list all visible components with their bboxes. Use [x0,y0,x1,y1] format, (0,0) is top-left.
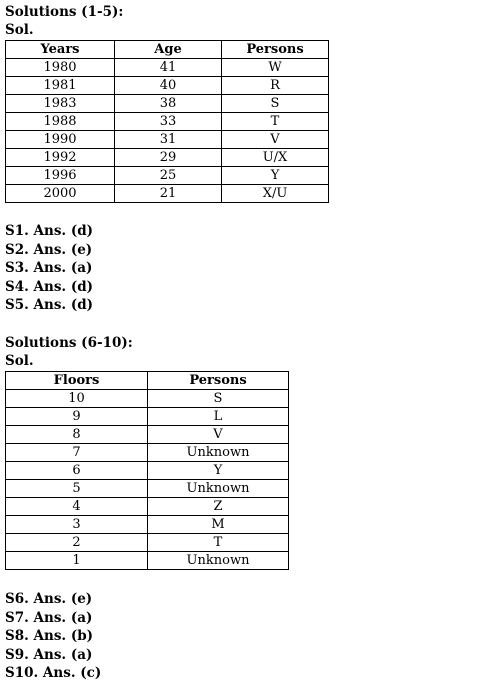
column-header-persons: Persons [222,41,329,59]
floors-persons-table [5,371,289,570]
cell-person: S [148,390,289,408]
cell-age: 31 [115,131,222,149]
cell-person: Unknown [148,444,289,462]
answer-s7: S7. Ans. (a) [5,609,93,626]
answer-s8: S8. Ans. (b) [5,628,94,644]
cell-person: Unknown [148,552,289,570]
answer-s10: S10. Ans. (c) [5,665,102,681]
table-row [6,534,289,552]
cell-floor: 3 [6,516,148,534]
table-row [6,390,289,408]
answer-s4: S4. Ans. (d) [5,278,94,295]
table-row [6,516,289,534]
table-row [6,444,289,462]
cell-floor: 2 [6,534,148,552]
section-1-answers [5,222,93,315]
section-1-sol-label: Sol. [5,22,34,38]
table-row [6,149,329,167]
cell-age: 25 [115,167,222,185]
cell-year: 1996 [6,167,115,185]
cell-person: T [222,113,329,131]
cell-person: Z [148,498,289,516]
cell-year: 1990 [6,131,115,149]
cell-year: 2000 [6,185,115,203]
cell-age: 38 [115,95,222,113]
cell-age: 21 [115,185,222,203]
cell-person: L [148,408,289,426]
cell-floor: 1 [6,552,148,570]
table-row [6,408,289,426]
cell-person: V [148,426,289,444]
section-1-table-wrap [5,40,329,203]
cell-person: X/U [222,185,329,203]
table-row [6,113,329,131]
table-row [6,77,329,95]
cell-person: Y [222,167,329,185]
table-row [6,185,329,203]
answer-s5: S5. Ans. (d) [5,297,94,313]
section-1-title: Solutions (1-5): [5,4,124,20]
section-2-header [5,334,133,370]
cell-year: 1992 [6,149,115,167]
cell-year: 1980 [6,59,115,77]
cell-floor: 9 [6,408,148,426]
answer-s3: S3. Ans. (a) [5,260,93,276]
table-row [6,131,329,149]
section-1-header [5,3,123,39]
cell-floor: 10 [6,390,148,408]
cell-person: M [148,516,289,534]
column-header-floors: Floors [6,372,148,390]
years-age-persons-table [5,40,329,203]
column-header-persons: Persons [148,372,289,390]
section-2-answers [5,590,101,683]
cell-age: 41 [115,59,222,77]
column-header-age: Age [115,41,222,59]
cell-floor: 8 [6,426,148,444]
cell-year: 1981 [6,77,115,95]
section-2-title: Solutions (6-10): [5,335,133,351]
table-header-row [6,372,289,390]
cell-year: 1988 [6,113,115,131]
cell-age: 29 [115,149,222,167]
cell-year: 1983 [6,95,115,113]
table-row [6,462,289,480]
cell-floor: 5 [6,480,148,498]
table-row [6,498,289,516]
cell-person: S [222,95,329,113]
cell-person: V [222,131,329,149]
answer-s1: S1. Ans. (d) [5,223,94,239]
table-row [6,95,329,113]
table-row [6,59,329,77]
section-2-table-wrap [5,371,289,570]
cell-floor: 7 [6,444,148,462]
cell-person: Y [148,462,289,480]
answer-s2: S2. Ans. (e) [5,241,93,258]
column-header-years: Years [6,41,115,59]
cell-person: R [222,77,329,95]
table-row [6,426,289,444]
section-2-sol-label: Sol. [5,353,34,369]
table-row [6,552,289,570]
table-row [6,167,329,185]
cell-person: T [148,534,289,552]
answer-s6: S6. Ans. (e) [5,591,93,607]
answer-s9: S9. Ans. (a) [5,646,93,663]
cell-person: U/X [222,149,329,167]
cell-floor: 6 [6,462,148,480]
table-header-row [6,41,329,59]
cell-person: Unknown [148,480,289,498]
cell-age: 40 [115,77,222,95]
table-row [6,480,289,498]
cell-age: 33 [115,113,222,131]
cell-floor: 4 [6,498,148,516]
cell-person: W [222,59,329,77]
